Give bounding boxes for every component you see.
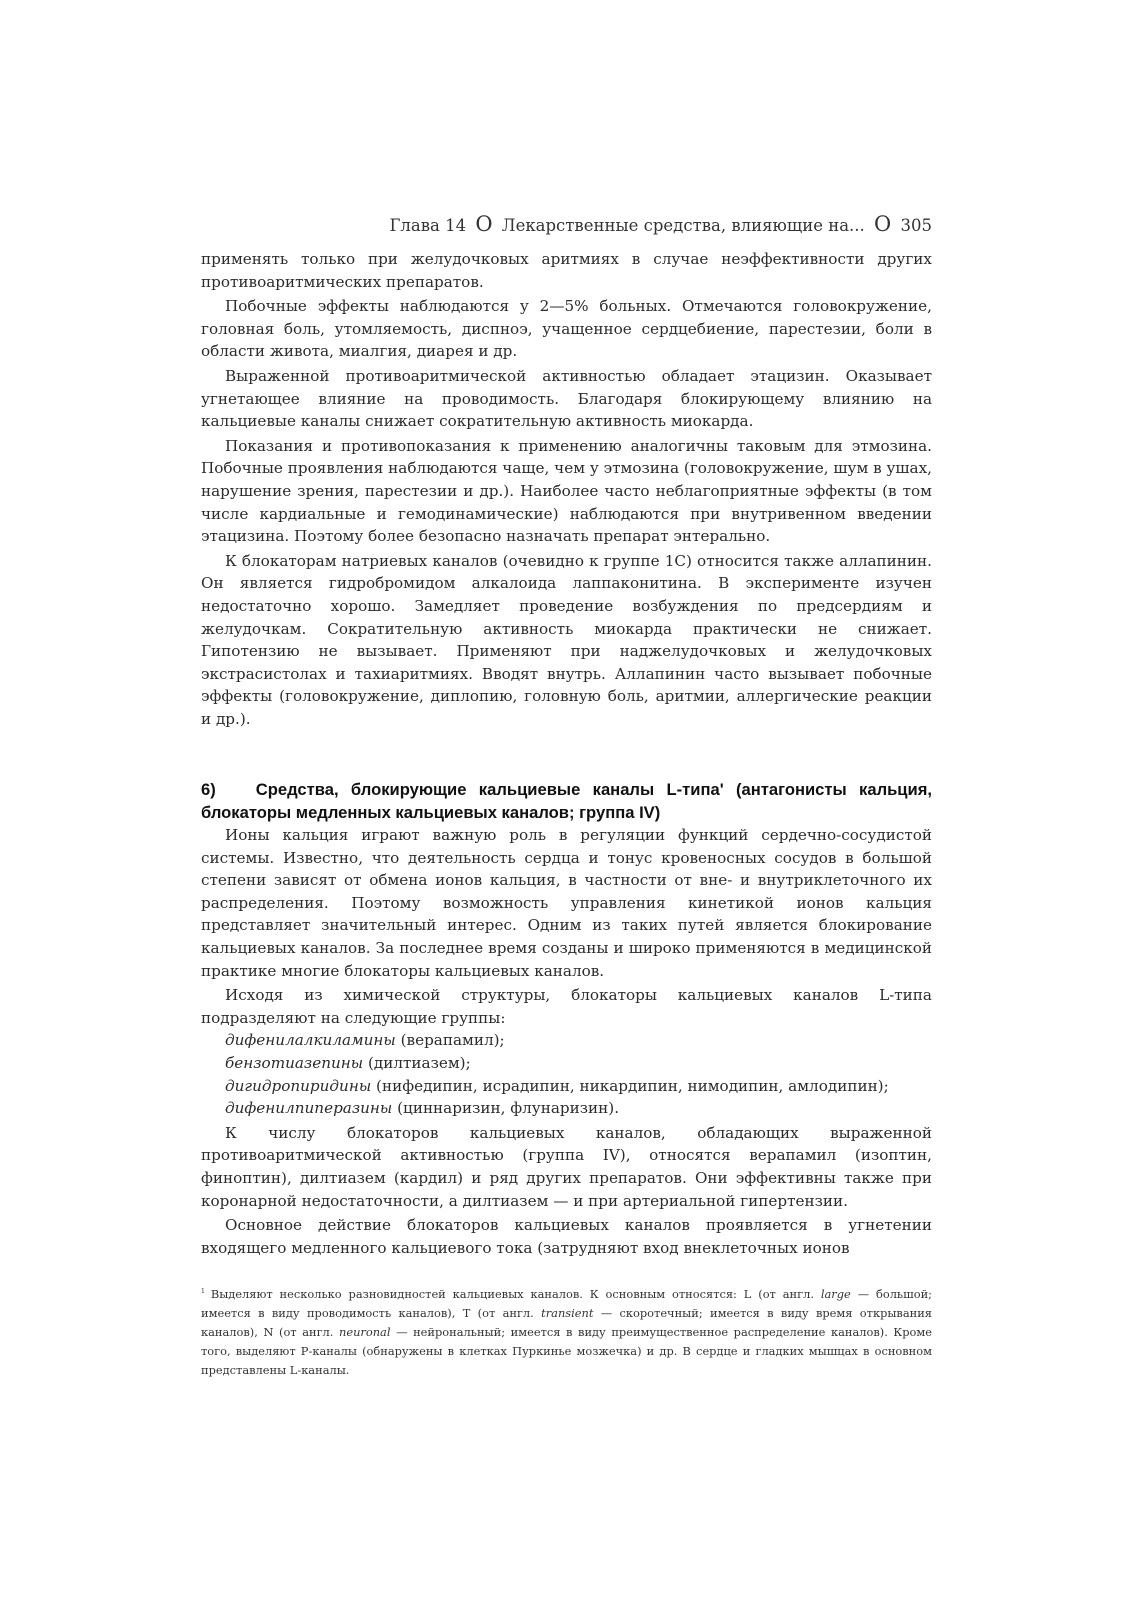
footnote-term: neuronal (339, 1324, 391, 1339)
group-name: дифенилпиперазины (225, 1099, 393, 1118)
footnote-text: — большой; имеется в виду проводимость каналов), Т (от англ. (201, 1286, 933, 1320)
footnote-text: — скоротечный; имеется в виду время открывания каналов), N (от англ. (201, 1305, 932, 1339)
footnote-text: Выделяют несколько разновидностей кальциевых каналов. К основным относятся: L (от англ. (210, 1286, 814, 1301)
footnote (201, 1282, 932, 1380)
chapter-title: Лекарственные средства, влияющие на... (501, 216, 865, 235)
paragraph: Основное действие блокаторов кальциевых каналов проявляется в угнетении входящего медленного кальциевого тока (затрудняют вход внеклеточных ионов (201, 1216, 932, 1257)
group-examples: (нифедипин, исрадипин, никардипин, нимодипин, амлодипин); (376, 1076, 889, 1095)
group-examples: (циннаризин, флунаризин). (397, 1099, 620, 1118)
document-page (201, 0, 932, 1600)
page-number: 305 (900, 216, 932, 235)
footnote-term: large (820, 1286, 851, 1301)
footnote-mark: 1 (201, 1288, 205, 1295)
body-text-bottom (201, 824, 932, 1259)
group-list-item (201, 1075, 932, 1098)
paragraph: Выраженной противоаритмической активностью обладает этацизин. Оказывает угнетающее влияние на проводимость. Благодаря блокирующему влиянию на кальциевые каналы снижает сократительную активность миокарда. (201, 366, 932, 431)
running-header (389, 212, 932, 236)
section-heading (201, 778, 932, 824)
paragraph: К числу блокаторов кальциевых каналов, обладающих выраженной противоаритмической активностью (группа IV), относятся верапамил (изоптин, финоптин), дилтиазем (кардил) и ряд других препаратов. Они эффективны также при коронарной недостаточности, а дилтиазем — и при артериальной гипертензии. (201, 1123, 932, 1210)
body-text-top (201, 248, 932, 730)
paragraph: Исходя из химической структуры, блокаторы кальциевых каналов L-типа подразделяют на следующие группы: (201, 986, 932, 1027)
paragraph: Побочные эффекты наблюдаются у 2—5% больных. Отмечаются головокружение, головная боль, утомляемость, диспноэ, учащенное сердцебиение, парестезии, боли в области живота, миалгия, диарея и др. (201, 297, 932, 361)
group-list-item (201, 1052, 932, 1075)
header-separator: O (475, 212, 493, 236)
group-examples: (дилтиазем); (367, 1053, 471, 1072)
paragraph: применять только при желудочковых аритмиях в случае неэффективности других противоаритмических препаратов. (201, 250, 932, 291)
group-list-item (201, 1097, 932, 1120)
paragraph: Ионы кальция играют важную роль в регуляции функций сердечно-сосудистой системы. Известно, что деятельность сердца и тонус кровеносных сосудов в большой степени зависят от обмена ионов кальция, в частности от вне- и внутриклеточного их распределения. Поэтому возможность управления кинетикой ионов кальция представляет значительный интерес. Одним из таких путей является блокирование кальциевых каналов. За последнее время созданы и широко применяются в медицинской практике многие блокаторы кальциевых каналов. (201, 826, 932, 980)
group-list-item (201, 1029, 932, 1052)
group-examples: (верапамил); (400, 1031, 505, 1050)
group-name: бензотиазепины (225, 1053, 364, 1072)
paragraph: К блокаторам натриевых каналов (очевидно к группе 1С) относится также аллапинин. Он является гидробромидом алкалоида лаппаконитина. В эксперименте изучен недостаточно хорошо. Замедляет проведение возбуждения по предсердиям и желудочкам. Сократительную активность миокарда практически не снижает. Гипотензию не вызывает. Применяют при наджелудочковых и желудочковых экстрасистолах и тахиаритмиях. Вводят внутрь. Аллапинин часто вызывает побочные эффекты (головокружение, диплопию, головную боль, аритмии, аллергические реакции и др.). (201, 551, 932, 728)
page-number-separator: O (874, 212, 892, 236)
group-name: дигидропиридины (225, 1076, 372, 1095)
footnote-text: — нейрональный; имеется в виду преимущественное распределение каналов). Кроме того, выделяют Р-каналы (обнаружены в клетках Пуркинье мозжечка) и др. В сердце и гладких мышцах в основном представлены L-каналы. (201, 1324, 932, 1377)
footnote-term: transient (541, 1305, 594, 1320)
section-number: 6) (201, 780, 216, 799)
group-name: дифенилалкиламины (225, 1031, 396, 1050)
paragraph: Показания и противопоказания к применению аналогичны таковым для этмозина. Побочные проявления наблюдаются чаще, чем у этмозина (головокружение, шум в ушах, нарушение зрения, парестезии и др.). Наиболее часто неблагоприятные эффекты (в том числе кардиальные и гемодинамические) наблюдаются при внутривенном введении этацизина. Поэтому более безопасно назначать препарат энтерально. (201, 436, 932, 546)
section-title: Средства, блокирующие кальциевые каналы L-типа' (антагонисты кальция, блокаторы медленных кальциевых каналов; группа IV) (201, 780, 932, 822)
chapter-label: Глава 14 (389, 216, 467, 235)
